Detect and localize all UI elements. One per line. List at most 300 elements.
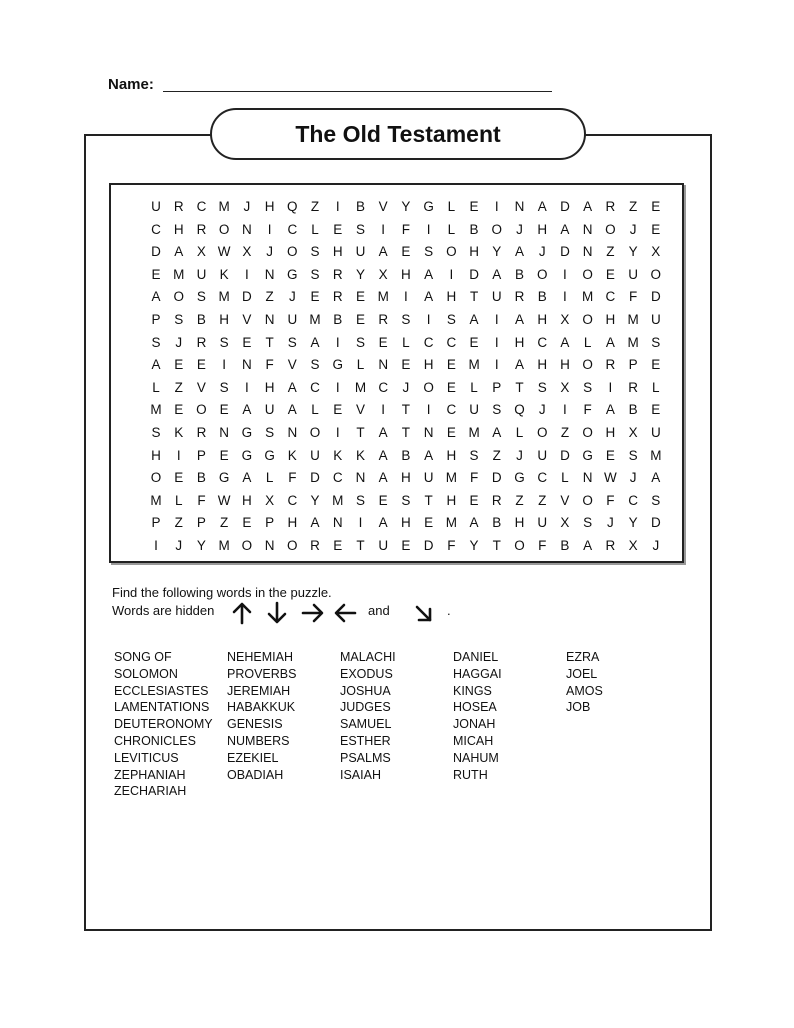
grid-letter[interactable]: K bbox=[333, 447, 343, 463]
grid-letter[interactable]: N bbox=[514, 199, 525, 214]
grid-letter[interactable]: N bbox=[242, 357, 252, 373]
grid-letter[interactable]: O bbox=[582, 492, 593, 508]
grid-letter[interactable]: Y bbox=[310, 492, 320, 508]
grid-letter[interactable]: B bbox=[492, 515, 502, 531]
grid-letter[interactable]: U bbox=[537, 515, 548, 531]
grid-letter[interactable]: A bbox=[151, 289, 161, 305]
grid-letter[interactable]: D bbox=[650, 289, 661, 305]
grid-letter[interactable]: K bbox=[355, 447, 365, 463]
grid-letter[interactable]: A bbox=[537, 199, 547, 214]
grid-letter[interactable]: S bbox=[219, 379, 229, 395]
grid-letter[interactable]: E bbox=[651, 221, 661, 237]
grid-letter[interactable]: X bbox=[628, 425, 638, 440]
grid-letter[interactable]: J bbox=[629, 470, 637, 486]
grid-letter[interactable]: U bbox=[469, 402, 479, 418]
grid-letter[interactable]: U bbox=[650, 425, 661, 440]
grid-letter[interactable]: I bbox=[335, 425, 340, 440]
grid-letter[interactable]: M bbox=[218, 199, 230, 214]
grid-letter[interactable]: C bbox=[537, 470, 548, 486]
grid-letter[interactable]: I bbox=[244, 379, 249, 395]
grid-letter[interactable]: S bbox=[151, 425, 161, 440]
grid-letter[interactable]: R bbox=[173, 199, 184, 214]
grid-letter[interactable]: P bbox=[492, 379, 502, 395]
grid-letter[interactable]: V bbox=[560, 492, 570, 508]
grid-letter[interactable]: E bbox=[469, 199, 479, 214]
grid-letter[interactable]: J bbox=[288, 289, 296, 305]
grid-letter[interactable]: Q bbox=[514, 402, 525, 418]
grid-letter[interactable]: Z bbox=[310, 199, 320, 214]
grid-letter[interactable]: P bbox=[151, 312, 161, 327]
grid-letter[interactable]: N bbox=[264, 538, 275, 553]
grid-letter[interactable]: B bbox=[628, 402, 638, 418]
grid-letter[interactable]: S bbox=[174, 312, 184, 327]
grid-letter[interactable]: E bbox=[651, 402, 661, 418]
grid-letter[interactable]: A bbox=[424, 266, 434, 282]
grid-letter[interactable]: A bbox=[514, 244, 524, 260]
grid-letter[interactable]: L bbox=[152, 379, 160, 395]
grid-letter[interactable]: F bbox=[288, 470, 297, 486]
grid-letter[interactable]: B bbox=[469, 221, 479, 237]
grid-letter[interactable]: U bbox=[287, 312, 298, 327]
grid-letter[interactable]: V bbox=[196, 379, 206, 395]
grid-letter[interactable]: X bbox=[196, 244, 206, 260]
grid-letter[interactable]: L bbox=[583, 334, 592, 350]
grid-letter[interactable]: J bbox=[516, 221, 523, 237]
grid-letter[interactable]: O bbox=[491, 221, 503, 237]
grid-letter[interactable]: J bbox=[516, 447, 523, 463]
grid-letter[interactable]: A bbox=[242, 470, 252, 486]
grid-letter[interactable]: T bbox=[515, 379, 524, 395]
grid-letter[interactable]: Y bbox=[401, 199, 411, 214]
grid-letter[interactable]: L bbox=[652, 379, 660, 395]
grid-letter[interactable]: A bbox=[378, 447, 388, 463]
grid-letter[interactable]: P bbox=[196, 447, 206, 463]
grid-letter[interactable]: A bbox=[378, 470, 388, 486]
grid-letter[interactable]: S bbox=[355, 334, 365, 350]
grid-letter[interactable]: E bbox=[151, 266, 161, 282]
grid-letter[interactable]: R bbox=[332, 289, 343, 305]
grid-letter[interactable]: U bbox=[196, 266, 207, 282]
grid-letter[interactable]: X bbox=[560, 379, 570, 395]
grid-letter[interactable]: Z bbox=[174, 379, 183, 395]
grid-letter[interactable]: S bbox=[446, 312, 456, 327]
grid-letter[interactable]: H bbox=[287, 515, 298, 531]
grid-letter[interactable]: C bbox=[628, 492, 638, 508]
grid-letter[interactable]: C bbox=[287, 492, 298, 508]
grid-letter[interactable]: E bbox=[651, 357, 661, 373]
grid-letter[interactable]: U bbox=[310, 447, 320, 463]
grid-letter[interactable]: J bbox=[607, 515, 614, 531]
grid-letter[interactable]: G bbox=[264, 447, 275, 463]
grid-letter[interactable]: T bbox=[265, 334, 274, 350]
grid-letter[interactable]: M bbox=[445, 515, 457, 531]
grid-letter[interactable]: P bbox=[265, 515, 275, 531]
grid-letter[interactable]: A bbox=[560, 221, 570, 237]
grid-letter[interactable]: U bbox=[151, 199, 161, 214]
grid-letter[interactable]: I bbox=[176, 447, 181, 463]
grid-letter[interactable]: A bbox=[583, 538, 593, 553]
grid-letter[interactable]: O bbox=[423, 379, 434, 395]
grid-letter[interactable]: E bbox=[446, 425, 456, 440]
grid-letter[interactable]: K bbox=[219, 266, 229, 282]
grid-letter[interactable]: E bbox=[219, 402, 229, 418]
grid-letter[interactable]: N bbox=[423, 425, 434, 440]
grid-letter[interactable]: S bbox=[537, 379, 547, 395]
grid-letter[interactable]: D bbox=[423, 538, 434, 553]
grid-letter[interactable]: V bbox=[287, 357, 297, 373]
grid-letter[interactable]: S bbox=[287, 334, 297, 350]
grid-letter[interactable]: H bbox=[537, 312, 548, 327]
grid-letter[interactable]: I bbox=[426, 221, 431, 237]
grid-letter[interactable]: J bbox=[402, 379, 410, 395]
grid-letter[interactable]: D bbox=[491, 470, 502, 486]
grid-letter[interactable]: X bbox=[651, 244, 661, 260]
grid-letter[interactable]: M bbox=[582, 289, 594, 305]
grid-letter[interactable]: L bbox=[561, 470, 569, 486]
grid-letter[interactable]: A bbox=[174, 244, 184, 260]
grid-letter[interactable]: D bbox=[242, 289, 252, 305]
grid-letter[interactable]: F bbox=[469, 470, 479, 486]
grid-letter[interactable]: D bbox=[560, 199, 570, 214]
grid-letter[interactable]: G bbox=[332, 357, 343, 373]
grid-letter[interactable]: E bbox=[174, 402, 184, 418]
grid-letter[interactable]: E bbox=[401, 538, 411, 553]
grid-letter[interactable]: R bbox=[605, 357, 616, 373]
grid-letter[interactable]: E bbox=[333, 538, 343, 553]
grid-letter[interactable]: I bbox=[563, 266, 567, 282]
grid-letter[interactable]: T bbox=[356, 425, 365, 440]
grid-letter[interactable]: H bbox=[264, 199, 275, 214]
grid-letter[interactable]: I bbox=[381, 402, 386, 418]
grid-letter[interactable]: P bbox=[628, 357, 638, 373]
grid-letter[interactable]: I bbox=[563, 289, 567, 305]
grid-letter[interactable]: K bbox=[174, 425, 184, 440]
grid-letter[interactable]: V bbox=[378, 199, 388, 214]
grid-letter[interactable]: Z bbox=[220, 515, 229, 531]
grid-letter[interactable]: N bbox=[582, 244, 593, 260]
grid-letter[interactable]: A bbox=[492, 425, 502, 440]
grid-letter[interactable]: Z bbox=[628, 199, 638, 214]
grid-letter[interactable]: I bbox=[426, 312, 431, 327]
grid-letter[interactable]: E bbox=[378, 334, 388, 350]
grid-letter[interactable]: Z bbox=[515, 492, 524, 508]
grid-letter[interactable]: Z bbox=[492, 447, 501, 463]
grid-letter[interactable]: M bbox=[332, 492, 344, 508]
grid-letter[interactable]: O bbox=[582, 357, 593, 373]
grid-letter[interactable]: I bbox=[335, 199, 340, 214]
grid-letter[interactable]: I bbox=[404, 289, 408, 305]
grid-letter[interactable]: L bbox=[470, 379, 478, 395]
grid-letter[interactable]: O bbox=[218, 221, 230, 237]
grid-letter[interactable]: R bbox=[196, 425, 207, 440]
grid-letter[interactable]: A bbox=[310, 334, 320, 350]
grid-letter[interactable]: B bbox=[196, 312, 206, 327]
grid-letter[interactable]: R bbox=[196, 221, 207, 237]
grid-letter[interactable]: W bbox=[217, 492, 231, 508]
grid-letter[interactable]: E bbox=[196, 357, 206, 373]
grid-letter[interactable]: S bbox=[219, 334, 229, 350]
grid-letter[interactable]: E bbox=[605, 266, 615, 282]
grid-letter[interactable]: O bbox=[196, 402, 207, 418]
grid-letter[interactable]: G bbox=[241, 425, 253, 440]
grid-letter[interactable]: D bbox=[469, 266, 479, 282]
grid-letter[interactable]: F bbox=[401, 221, 411, 237]
grid-letter[interactable]: R bbox=[310, 538, 320, 553]
grid-letter[interactable]: W bbox=[217, 244, 231, 260]
grid-letter[interactable]: M bbox=[150, 402, 162, 418]
grid-letter[interactable]: B bbox=[560, 538, 570, 553]
grid-letter[interactable]: M bbox=[218, 289, 230, 305]
grid-letter[interactable]: S bbox=[492, 402, 502, 418]
grid-letter[interactable]: E bbox=[242, 515, 252, 531]
grid-letter[interactable]: O bbox=[446, 244, 457, 260]
grid-letter[interactable]: I bbox=[335, 379, 340, 395]
grid-letter[interactable]: E bbox=[333, 221, 343, 237]
grid-letter[interactable]: J bbox=[538, 402, 546, 418]
grid-letter[interactable]: L bbox=[311, 221, 319, 237]
grid-letter[interactable]: F bbox=[606, 492, 615, 508]
grid-letter[interactable]: O bbox=[287, 244, 298, 260]
grid-letter[interactable]: S bbox=[651, 334, 661, 350]
grid-letter[interactable]: Z bbox=[265, 289, 274, 305]
grid-letter[interactable]: O bbox=[536, 266, 548, 282]
grid-letter[interactable]: N bbox=[355, 470, 366, 486]
grid-letter[interactable]: C bbox=[287, 221, 298, 237]
grid-letter[interactable]: U bbox=[378, 538, 389, 553]
grid-letter[interactable]: H bbox=[332, 244, 343, 260]
grid-letter[interactable]: H bbox=[173, 221, 184, 237]
grid-letter[interactable]: G bbox=[423, 199, 434, 214]
grid-letter[interactable]: H bbox=[151, 447, 161, 463]
grid-letter[interactable]: S bbox=[310, 244, 320, 260]
grid-letter[interactable]: R bbox=[491, 492, 502, 508]
grid-letter[interactable]: Z bbox=[174, 515, 183, 531]
grid-letter[interactable]: T bbox=[356, 538, 365, 553]
grid-letter[interactable]: O bbox=[173, 289, 184, 305]
grid-letter[interactable]: F bbox=[628, 289, 638, 305]
grid-letter[interactable]: J bbox=[175, 538, 183, 553]
grid-letter[interactable]: B bbox=[196, 470, 206, 486]
grid-letter[interactable]: I bbox=[494, 199, 499, 214]
grid-letter[interactable]: G bbox=[514, 470, 525, 486]
grid-letter[interactable]: X bbox=[378, 266, 388, 282]
grid-letter[interactable]: J bbox=[175, 334, 183, 350]
grid-letter[interactable]: Y bbox=[355, 266, 365, 282]
grid-letter[interactable]: T bbox=[401, 402, 411, 418]
grid-letter[interactable]: C bbox=[446, 402, 457, 418]
grid-letter[interactable]: S bbox=[196, 289, 206, 305]
grid-letter[interactable]: Y bbox=[628, 244, 638, 260]
grid-letter[interactable]: A bbox=[424, 447, 434, 463]
grid-letter[interactable]: L bbox=[311, 402, 319, 418]
grid-letter[interactable]: A bbox=[310, 515, 320, 531]
grid-letter[interactable]: S bbox=[628, 447, 638, 463]
grid-letter[interactable]: Y bbox=[492, 244, 502, 260]
grid-letter[interactable]: T bbox=[492, 538, 501, 553]
grid-letter[interactable]: R bbox=[514, 289, 525, 305]
grid-letter[interactable]: V bbox=[242, 312, 252, 327]
grid-letter[interactable]: Y bbox=[196, 538, 206, 553]
grid-letter[interactable]: A bbox=[514, 357, 524, 373]
grid-letter[interactable]: I bbox=[154, 538, 158, 553]
grid-letter[interactable]: H bbox=[446, 447, 457, 463]
grid-letter[interactable]: E bbox=[401, 244, 411, 260]
grid-letter[interactable]: O bbox=[287, 538, 298, 553]
grid-letter[interactable]: H bbox=[605, 425, 616, 440]
grid-letter[interactable]: A bbox=[242, 402, 252, 418]
grid-letter[interactable]: E bbox=[469, 492, 479, 508]
grid-letter[interactable]: C bbox=[605, 289, 616, 305]
grid-letter[interactable]: S bbox=[651, 492, 661, 508]
grid-letter[interactable]: R bbox=[378, 312, 389, 327]
grid-letter[interactable]: U bbox=[650, 312, 661, 327]
grid-letter[interactable]: C bbox=[332, 470, 343, 486]
grid-letter[interactable]: H bbox=[446, 492, 457, 508]
grid-letter[interactable]: D bbox=[560, 244, 570, 260]
grid-letter[interactable]: N bbox=[264, 266, 275, 282]
grid-letter[interactable]: Z bbox=[538, 492, 547, 508]
grid-letter[interactable]: A bbox=[492, 266, 502, 282]
grid-letter[interactable]: E bbox=[310, 289, 320, 305]
grid-letter[interactable]: U bbox=[264, 402, 275, 418]
grid-letter[interactable]: E bbox=[446, 379, 456, 395]
grid-letter[interactable]: H bbox=[401, 515, 411, 531]
grid-letter[interactable]: O bbox=[309, 425, 321, 440]
grid-letter[interactable]: D bbox=[310, 470, 320, 486]
grid-letter[interactable]: R bbox=[605, 199, 616, 214]
grid-letter[interactable]: G bbox=[287, 266, 298, 282]
grid-letter[interactable]: N bbox=[378, 357, 389, 373]
grid-letter[interactable]: M bbox=[468, 357, 480, 373]
grid-letter[interactable]: S bbox=[355, 221, 365, 237]
grid-letter[interactable]: H bbox=[401, 266, 411, 282]
grid-letter[interactable]: E bbox=[469, 334, 479, 350]
grid-letter[interactable]: S bbox=[310, 357, 320, 373]
grid-letter[interactable]: A bbox=[560, 334, 570, 350]
grid-letter[interactable]: O bbox=[582, 425, 593, 440]
grid-letter[interactable]: A bbox=[469, 312, 479, 327]
grid-letter[interactable]: Q bbox=[287, 199, 298, 214]
grid-letter[interactable]: M bbox=[150, 492, 162, 508]
grid-letter[interactable]: E bbox=[446, 357, 456, 373]
grid-letter[interactable]: I bbox=[267, 221, 272, 237]
grid-letter[interactable]: B bbox=[537, 289, 547, 305]
grid-letter[interactable]: R bbox=[605, 538, 616, 553]
grid-letter[interactable]: Y bbox=[469, 538, 479, 553]
grid-letter[interactable]: S bbox=[151, 334, 161, 350]
grid-letter[interactable]: A bbox=[605, 334, 615, 350]
grid-letter[interactable]: J bbox=[243, 199, 251, 214]
grid-letter[interactable]: H bbox=[514, 515, 525, 531]
grid-letter[interactable]: U bbox=[423, 470, 434, 486]
grid-letter[interactable]: H bbox=[605, 312, 616, 327]
grid-letter[interactable]: O bbox=[650, 266, 662, 282]
grid-letter[interactable]: U bbox=[491, 289, 502, 305]
grid-letter[interactable]: M bbox=[377, 289, 389, 305]
grid-letter[interactable]: C bbox=[423, 334, 434, 350]
grid-letter[interactable]: F bbox=[538, 538, 547, 553]
grid-letter[interactable]: E bbox=[651, 199, 661, 214]
grid-letter[interactable]: U bbox=[355, 244, 366, 260]
grid-letter[interactable]: A bbox=[287, 402, 297, 418]
grid-letter[interactable]: N bbox=[264, 312, 275, 327]
grid-letter[interactable]: D bbox=[151, 244, 161, 260]
grid-letter[interactable]: E bbox=[605, 447, 615, 463]
name-field-line[interactable] bbox=[163, 91, 552, 92]
grid-letter[interactable]: H bbox=[560, 357, 570, 373]
grid-letter[interactable]: T bbox=[424, 492, 433, 508]
grid-letter[interactable]: N bbox=[242, 221, 252, 237]
grid-letter[interactable]: I bbox=[608, 379, 613, 395]
grid-letter[interactable]: M bbox=[650, 447, 662, 463]
grid-letter[interactable]: A bbox=[583, 199, 593, 214]
grid-letter[interactable]: A bbox=[605, 402, 615, 418]
grid-letter[interactable]: J bbox=[629, 221, 637, 237]
grid-letter[interactable]: C bbox=[446, 334, 457, 350]
grid-letter[interactable]: U bbox=[628, 266, 638, 282]
grid-letter[interactable]: I bbox=[244, 266, 249, 282]
grid-letter[interactable]: L bbox=[174, 492, 183, 508]
grid-letter[interactable]: R bbox=[196, 334, 207, 350]
grid-letter[interactable]: O bbox=[582, 312, 593, 327]
grid-letter[interactable]: O bbox=[241, 538, 253, 553]
grid-letter[interactable]: M bbox=[218, 538, 230, 553]
grid-letter[interactable]: J bbox=[538, 244, 546, 260]
grid-letter[interactable]: F bbox=[583, 402, 592, 418]
grid-letter[interactable]: V bbox=[355, 402, 365, 418]
grid-letter[interactable]: I bbox=[494, 357, 499, 373]
grid-letter[interactable]: G bbox=[582, 447, 593, 463]
grid-letter[interactable]: L bbox=[265, 470, 274, 486]
grid-letter[interactable]: B bbox=[355, 199, 365, 214]
grid-letter[interactable]: H bbox=[219, 312, 230, 327]
grid-letter[interactable]: D bbox=[650, 515, 661, 531]
grid-letter[interactable]: I bbox=[449, 266, 454, 282]
grid-letter[interactable]: X bbox=[628, 538, 638, 553]
grid-letter[interactable]: E bbox=[401, 357, 411, 373]
grid-letter[interactable]: C bbox=[310, 379, 320, 395]
grid-letter[interactable]: J bbox=[652, 538, 660, 553]
grid-letter[interactable]: T bbox=[469, 289, 479, 305]
grid-letter[interactable]: E bbox=[355, 289, 365, 305]
grid-letter[interactable]: X bbox=[560, 312, 570, 327]
grid-letter[interactable]: G bbox=[241, 447, 253, 463]
grid-letter[interactable]: O bbox=[582, 266, 593, 282]
grid-letter[interactable]: E bbox=[174, 470, 184, 486]
grid-letter[interactable]: H bbox=[537, 357, 548, 373]
grid-letter[interactable]: E bbox=[333, 402, 343, 418]
grid-letter[interactable]: I bbox=[381, 221, 386, 237]
grid-letter[interactable]: C bbox=[537, 334, 548, 350]
grid-letter[interactable]: M bbox=[468, 425, 480, 440]
grid-letter[interactable]: N bbox=[219, 425, 230, 440]
grid-letter[interactable]: O bbox=[605, 221, 616, 237]
grid-letter[interactable]: A bbox=[378, 425, 388, 440]
grid-letter[interactable]: L bbox=[402, 334, 410, 350]
grid-letter[interactable]: L bbox=[356, 357, 365, 373]
grid-letter[interactable]: I bbox=[494, 334, 499, 350]
grid-letter[interactable]: T bbox=[401, 425, 411, 440]
grid-letter[interactable]: K bbox=[287, 447, 297, 463]
grid-letter[interactable]: O bbox=[514, 538, 525, 553]
grid-letter[interactable]: P bbox=[151, 515, 161, 531]
grid-letter[interactable]: E bbox=[424, 515, 434, 531]
grid-letter[interactable]: M bbox=[445, 470, 457, 486]
grid-letter[interactable]: S bbox=[355, 492, 365, 508]
grid-letter[interactable]: O bbox=[150, 470, 162, 486]
grid-letter[interactable]: F bbox=[447, 538, 456, 553]
grid-letter[interactable]: H bbox=[469, 244, 479, 260]
